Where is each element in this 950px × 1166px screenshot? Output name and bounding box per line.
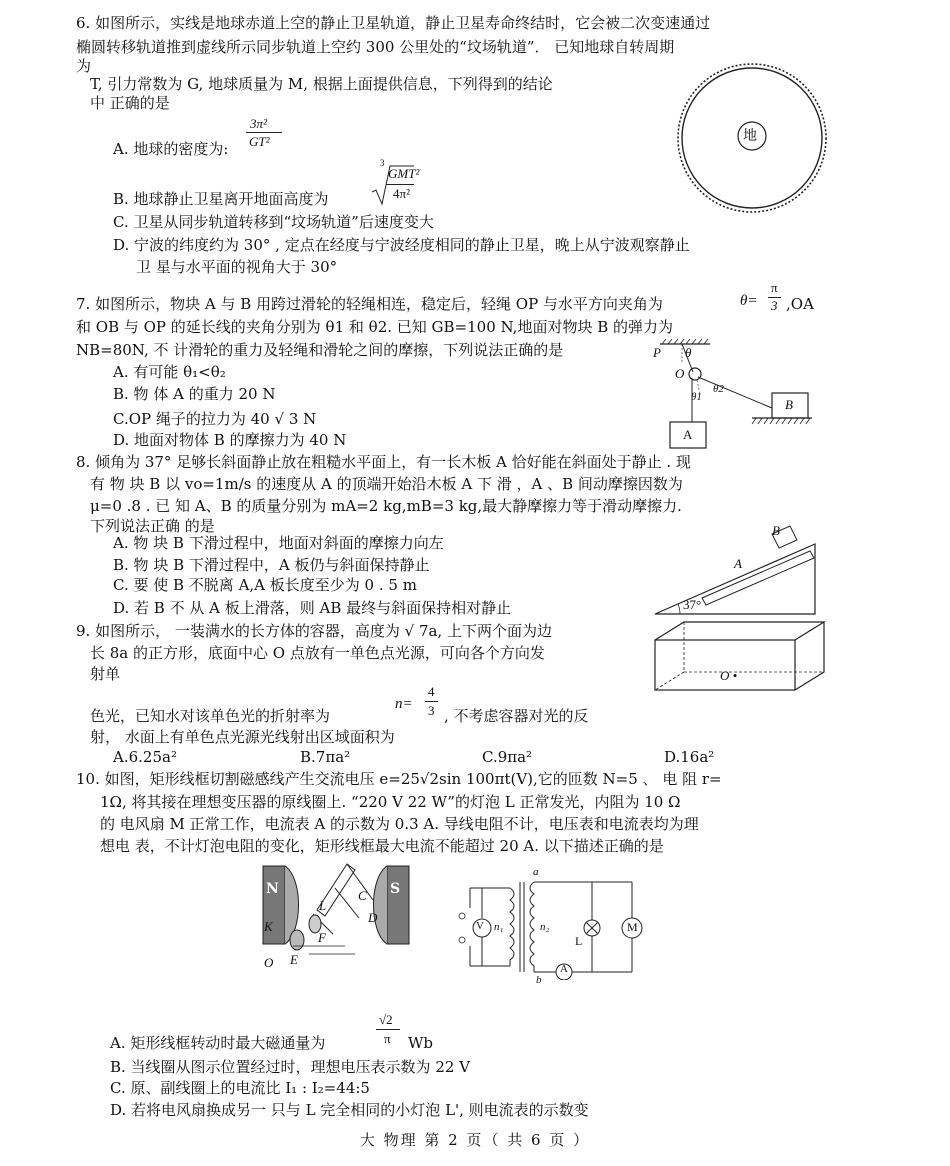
q10-magnet-n-label: N <box>266 881 279 897</box>
q7-label-p: P <box>653 345 661 360</box>
q8-stem-line-4: 下列说法正确 的是 <box>90 517 215 535</box>
q6-option-a-fraction-bar <box>246 132 282 133</box>
q10-primary-turns-label: n₁ <box>494 921 504 933</box>
q10-secondary-turns-label: n₂ <box>540 921 550 933</box>
q9-n-denominator: 3 <box>428 703 435 718</box>
q9-stem-line-4: 色光，已知水对该单色光的折射率为 <box>90 707 331 725</box>
q8-block-b-label: B <box>772 523 780 538</box>
q10-magnet-s-label: S <box>390 881 401 897</box>
q9-stem-line-5: 射， 水面上有单色点光源光线射出区域面积为 <box>90 728 395 746</box>
q6-option-d-line-1: D. 宁波的纬度约为 30° , 定点在经度与宁波经度相同的静止卫星，晚上从宁波观察静止 <box>113 236 690 254</box>
q6-stem-line-3: 为 <box>76 57 92 75</box>
q10-option-a-numerator: √2 <box>379 1012 393 1027</box>
q6-stem-line-1: 6. 如图所示，实线是地球赤道上空的静止卫星轨道，静止卫星寿命终结时，它会被二次变速通过 <box>76 14 711 32</box>
q10-option-a: A. 矩形线框转动时最大磁通量为 <box>110 1034 326 1052</box>
q9-stem-line-2: 长 8a 的正方形，底面中心 O 点放有一单色点光源，可向各个方向发 <box>90 644 545 662</box>
q10-stem-line-4: 想电 表，不计灯泡电阻的变化，矩形线框最大电流不能超过 20 A. 以下描述正确的是 <box>100 837 664 855</box>
q6-stem-line-5: 中 正确的是 <box>90 94 170 112</box>
q10-fig-label-k: K <box>264 919 273 934</box>
q10-fig-label-l: L <box>319 898 327 913</box>
q10-fig-label-d: D <box>368 910 378 925</box>
q8-option-c: C. 要 使 B 不脱离 A,A 板长度至少为 0 . 5 m <box>113 576 417 594</box>
q6-option-b: B. 地球静止卫星离开地面高度为 <box>113 190 329 208</box>
q10-ammeter-label: A <box>560 963 568 975</box>
q10-fig-label-c: C <box>358 888 367 903</box>
q6-option-b-denominator: 4π² <box>393 186 410 201</box>
q10-stem-line-3: 的 电风扇 M 正常工作，电流表 A 的示数为 0.3 A. 导线电阻不计，电压表和电流表均为理 <box>100 815 699 833</box>
q9-n-equals: n= <box>395 696 413 712</box>
q7-block-b-label: B <box>785 397 793 412</box>
q7-stem-line-2: 和 OB 与 OP 的延长线的夹角分别为 θ1 和 θ2. 已知 GB=100 N,地面对物块 B 的弹力为 <box>76 318 674 336</box>
q7-option-b: B. 物 体 A 的重力 20 N <box>113 385 276 403</box>
q8-option-d: D. 若 B 不 从 A 板上滑落，则 AB 最终与斜面保持相对静止 <box>113 599 512 617</box>
q8-stem-line-3: μ=0 .8 . 已 知 A、B 的质量分别为 mA=2 kg,mB=3 kg,最大静摩擦力等于滑动摩擦力. <box>90 497 682 515</box>
q6-stem-line-2: 椭圆转移轨道推到虚线所示同步轨道上空约 300 公里处的“坟场轨道”． 已知地球自转周期 <box>76 38 675 56</box>
q10-option-a-unit: Wb <box>408 1034 434 1052</box>
q10-lamp-label: L <box>575 934 583 948</box>
q7-theta-numerator: π <box>771 280 778 295</box>
q10-voltmeter-label: V <box>476 920 484 932</box>
q9-option-d: D.16a² <box>664 748 715 766</box>
q10-option-c: C. 原、副线圈上的电流比 I₁ : I₂=44:5 <box>110 1079 370 1097</box>
q6-option-b-fraction-bar <box>386 184 414 185</box>
q6-option-d-line-2: 卫 星与水平面的视角大于 30° <box>136 258 338 276</box>
q10-fig-label-f: F <box>318 930 326 945</box>
q7-option-c: C.OP 绳子的拉力为 40 √ 3 N <box>113 410 317 428</box>
q6-option-c: C. 卫星从同步轨道转移到“坟场轨道”后速度变大 <box>113 213 434 231</box>
q10-option-d: D. 若将电风扇换成另一 只与 L 完全相同的小灯泡 L', 则电流表的示数变 <box>110 1101 589 1119</box>
q9-light-source-label: O • <box>720 668 738 683</box>
q7-option-d: D. 地面对物体 B 的摩擦力为 40 N <box>113 431 347 449</box>
q9-option-c: C.9πa² <box>482 748 533 766</box>
q9-n-fraction-bar <box>425 701 438 702</box>
q10-terminal-b-label: b <box>536 974 542 986</box>
q6-stem-line-4: T, 引力常数为 G, 地球质量为 M, 根据上面提供信息，下列得到的结论 <box>90 75 553 93</box>
page-footer: 大 物理 第 2 页（ 共 6 页 ） <box>359 1131 591 1149</box>
q8-angle-label: 37° <box>683 597 702 612</box>
q10-terminal-a-label: a <box>533 866 539 878</box>
q9-stem-line-3: 射单 <box>90 665 121 683</box>
q6-option-a-denominator: GT² <box>249 134 270 149</box>
q10-fig-label-o: O <box>264 955 274 970</box>
q7-option-a: A. 有可能 θ₁<θ₂ <box>113 363 226 381</box>
q9-option-a: A.6.25a² <box>113 748 177 766</box>
q8-option-a: A. 物 块 B 下滑过程中，地面对斜面的摩擦力向左 <box>113 534 444 552</box>
q9-stem-line-4-end: , 不考虑容器对光的反 <box>444 707 589 725</box>
q7-stem-line-1: 7. 如图所示，物块 A 与 B 用跨过滑轮的轻绳相连，稳定后，轻绳 OP 与水平方向夹角为 <box>76 295 663 313</box>
q7-label-o: O <box>675 366 685 381</box>
q6-option-a-numerator: 3π² <box>250 116 267 131</box>
q7-theta-denominator: 3 <box>771 298 778 313</box>
q7-label-theta2: θ2 <box>713 383 724 395</box>
q6-option-b-numerator: GMT² <box>388 166 420 181</box>
q9-container-figure <box>650 618 830 694</box>
q10-fig-label-e: E <box>290 952 298 967</box>
q9-n-numerator: 4 <box>428 684 435 699</box>
q8-stem-line-1: 8. 倾角为 37° 足够长斜面静止放在粗糙水平面上，有一长木板 A 恰好能在斜面处于静止 . 现 <box>76 453 691 471</box>
q6-earth-label: 地 <box>743 128 757 144</box>
q6-option-b-root-index: 3 <box>380 158 385 168</box>
q10-option-a-fraction-bar <box>376 1029 400 1030</box>
q9-option-b: B.7πa² <box>300 748 351 766</box>
q9-stem-line-1: 9. 如图所示， 一装满水的长方体的容器，高度为 √ 7a, 上下两个面为边 <box>76 622 552 640</box>
q8-stem-line-2: 有 物 块 B 以 vo=1m/s 的速度从 A 的顶端开始沿木板 A 下 滑 ，A 、B 间动摩擦因数为 <box>90 475 683 493</box>
q7-label-theta: θ <box>685 345 692 360</box>
q8-option-b: B. 物 块 B 下滑过程中，A 板仍与斜面保持静止 <box>113 556 430 574</box>
q7-label-theta1: θ1 <box>691 391 702 403</box>
q7-stem-line-3: NB=80N, 不 计滑轮的重力及轻绳和滑轮之间的摩擦，下列说法正确的是 <box>76 341 564 359</box>
q10-option-b: B. 当线圈从图示位置经过时，理想电压表示数为 22 V <box>110 1058 471 1076</box>
q10-stem-line-1: 10. 如图，矩形线框切割磁感线产生交流电压 e=25√2sin 100πt(V),它的匝数 N=5 、 电 阻 r= <box>76 770 722 788</box>
q10-generator-figure <box>255 858 420 970</box>
q6-option-a: A. 地球的密度为: <box>113 140 229 158</box>
q7-pulley-figure <box>640 338 815 450</box>
q10-fan-motor-label: M <box>627 920 638 934</box>
q7-block-a-label: A <box>683 427 693 442</box>
q7-stem-line-1-end: ,OA <box>786 295 814 313</box>
q7-theta-equals: θ= <box>740 293 758 309</box>
q10-stem-line-2: 1Ω, 将其接在理想变压器的原线圈上. “220 V 22 W”的灯泡 L 正常发光，内阻为 10 Ω <box>100 793 681 811</box>
q8-board-a-label: A <box>734 556 742 571</box>
q10-option-a-denominator: π <box>384 1031 391 1046</box>
